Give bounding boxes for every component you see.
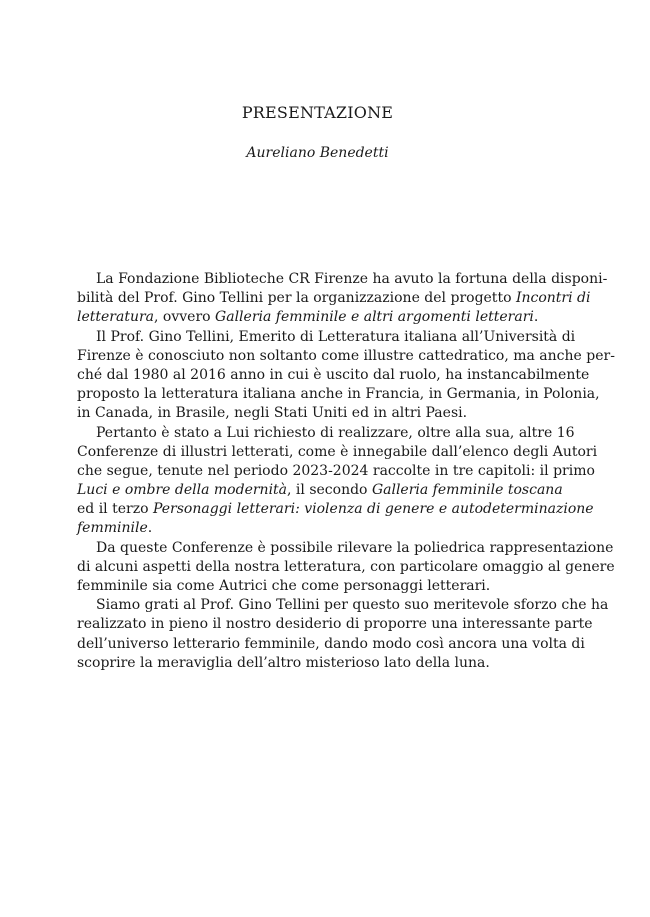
text-line: femminile.: [77, 520, 153, 537]
text-line: ché dal 1980 al 2016 anno in cui è uscito dal ruolo, ha instancabilmente: [77, 366, 590, 383]
text-line: La Fondazione Biblioteche CR Firenze ha avuto la fortuna della disponi-: [96, 271, 608, 287]
page-title: PRESENTAZIONE: [241, 103, 394, 122]
text-line: ed il terzo Personaggi letterari: violenza di genere e autodeterminazione: [77, 501, 594, 518]
text-line: Da queste Conferenze è possibile rilevare la poliedrica rappresentazione: [96, 539, 614, 556]
text-line: Il Prof. Gino Tellini, Emerito di Letteratura italiana all’Università di: [96, 328, 576, 345]
author-name: Aureliano Benedetti: [246, 145, 389, 161]
paragraph-5: [77, 596, 609, 673]
text-line: femminile sia come Autrici che come personaggi letterari.: [77, 578, 491, 594]
text-line: dell’universo letterario femminile, dando modo così ancora una volta di: [77, 635, 585, 652]
text-line: Luci e ombre della modernità, il secondo Galleria femminile toscana: [77, 482, 563, 499]
text-line: Firenze è conosciuto non soltanto come illustre cattedratico, ma anche per-: [77, 347, 615, 364]
text-line: che segue, tenute nel periodo 2023-2024 raccolte in tre capitoli: il primo: [77, 462, 595, 479]
text-line: letteratura, ovvero Galleria femminile e altri argomenti letterari.: [77, 309, 539, 326]
text-line: scoprire la meraviglia dell’altro misterioso lato della luna.: [77, 654, 490, 671]
paragraph-4: [77, 539, 615, 597]
text-line: Conferenze di illustri letterati, come è innegabile dall’elenco degli Autori: [77, 443, 598, 460]
text-line: in Canada, in Brasile, negli Stati Uniti ed in altri Paesi.: [77, 405, 468, 422]
text-line: di alcuni aspetti della nostra letteratura, con particolare omaggio al genere: [77, 558, 615, 575]
text-line: realizzato in pieno il nostro desiderio di proporre una interessante parte: [77, 616, 593, 633]
text-line: Siamo grati al Prof. Gino Tellini per questo suo meritevole sforzo che ha: [96, 597, 609, 614]
text-line: proposto la letteratura italiana anche in Francia, in Germania, in Polonia,: [77, 386, 600, 403]
body-text: [77, 270, 615, 673]
paragraph-2: [77, 328, 615, 424]
text-line: Pertanto è stato a Lui richiesto di realizzare, oltre alla sua, altre 16: [96, 424, 575, 441]
paragraph-3: [77, 424, 598, 539]
text-line: bilità del Prof. Gino Tellini per la organizzazione del progetto Incontri di: [77, 290, 591, 307]
paragraph-1: [77, 270, 608, 328]
